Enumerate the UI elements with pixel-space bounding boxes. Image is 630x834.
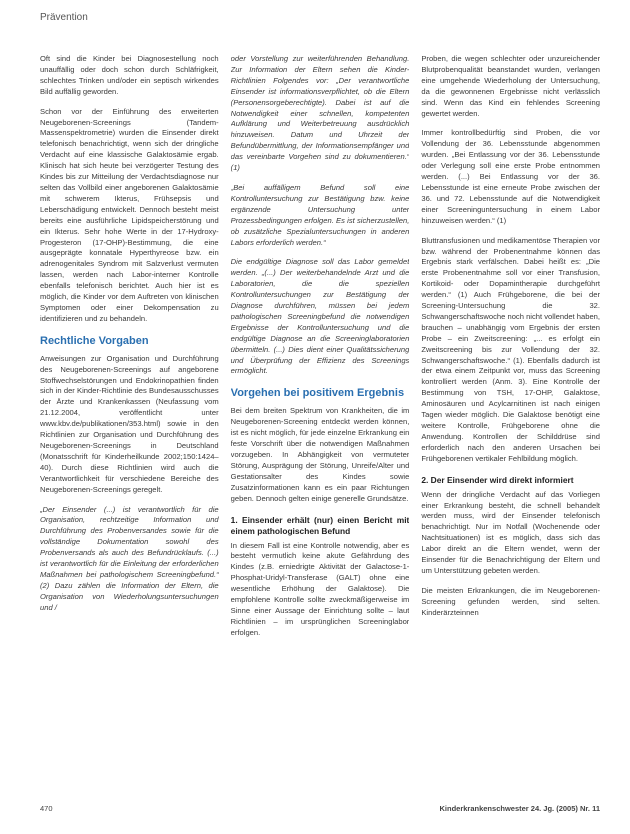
article-body — [40, 54, 600, 784]
quote-paragraph: „Bei auffälligem Befund soll eine Kontrolluntersuchung zur Bestätigung bzw. keine ergänzende Untersuchung unter Prozessbedingungen erfolgen. Es ist sicherzustellen, ob zusätzliche Spezialuntersuchungen in anderen Labors erforderlich werden.“ — [230, 182, 410, 247]
column-1 — [40, 54, 219, 784]
section-heading: Vorgehen bei positivem Ergebnis — [230, 387, 405, 400]
page-number: 470 — [40, 804, 53, 813]
paragraph: Die meisten Erkrankungen, die im Neugeborenen-Screening gefunden werden, sind selten. Kinderärzteinnen — [421, 585, 601, 617]
paragraph: Immer kontrollbedürftig sind Proben, die vor Vollendung der 36. Lebensstunde abgenommen wurden. „Bei Entlassung vor der 36. Lebensstunde oder Verlegung soll eine erste Probe entnommen werden. (...) Bei Entlassung vor der 36. Lebensstunde ist eine erneute Probe zwischen der 36. und 72. Lebensstunde auf die Notwendigkeit einer Screeninguntersuchung in einem Labor hinzuweisen werden.“ (1) — [421, 128, 601, 225]
column-3 — [421, 54, 600, 784]
paragraph: Anweisungen zur Organisation und Durchführung des Neugeborenen-Screenings auf angeborene Stoffwechselstörungen und Endokrinopathien finden sich in der Kinder-Richtlinie des Bundesausschusses der Ärzte und Krankenkassen (Neufassung vom 21.12.2004, veröffentlicht unter www.kbv.de/publikationen/353.html) sowie in den Richtlinien zur Organisation und Durchführung des Neugeborenen-Screenings in Deutschland (Monatsschrift für Kinderheilkunde 2002;150:1424–40). Durch diese Richtlinien wird auch die Verantwortlichkeit für verschiedene Bereiche des Neugeborenen-Screenings geregelt. — [40, 353, 219, 494]
paragraph: Bluttransfusionen und medikamentöse Therapien vor bzw. während der Probenentnahme können das Ergebnis stark verfälschen. Dabei heißt es: „Die erste Probenentnahme soll vor einer Transfusion, Kortikoid- oder Dopamintherapie durchgeführt werden.“ (1) Auch Frühgeborene, die bei der Screening-Untersuchung die 32. Schwangerschaftswoche noch nicht vollendet haben, brauchen – unabhängig vom Ergebnis der ersten Probe – ein Zweitscreening: „... es erfolgt ein Zweitscreening bis zur Vollendung der 32. Schwangerschaftswoche.“ (1). Ebenfalls dadurch ist der etwa einem Zeitpunkt vor, muss das Screening kontrolliert werden (Anm. 3). Eine Kontrolle der Bestimmung von TSH, 17-OHP, Galaktose, Aminosäuren und Acylcarnitinen ist nach einigen Tagen wieder möglich. Die Galaktose benötigt eine weitere Kontrolle, Frühgeborene ohne die Anwendung. Kontrollen der Schilddrüse sind erforderlich nach den anderen Ursachen bei Frühgeborenen vertikaler Fehlbildung möglich. — [421, 235, 601, 463]
paragraph: Bei dem breiten Spektrum von Krankheiten, die im Neugeborenen-Screening entdeckt werden können, ist es nicht möglich, für jede einzelne Erkrankung ein feste Vorschrift über die notwendigen Maßnahmen vorzugeben. In Abhängigkeit von vermuteter Störung, Ausprägung der Störung, Unreife/Alter und Gestationsalter des Kindes sowie Zusatzinformationen kann es ein paar Richtungen geben. Dennoch gelten einige generelle Grundsätze. — [230, 406, 410, 503]
subsection-heading: 2. Der Einsender wird direkt informiert — [421, 474, 574, 485]
subsection-heading: 1. Einsender erhält (nur) einen Bericht mit einem pathologischen Befund — [230, 514, 410, 536]
paragraph: Wenn der dringliche Verdacht auf das Vorliegen einer Erkrankung besteht, die schnell behandelt werden muss, wird der Einsender telefonisch benachrichtigt. Nur im Notfall (Wochenende oder Nachtsituationen) ist es möglich, dass sich das Labor direkt an die Eltern wendet, wenn der Einsender für die Benachrichtigung der Eltern und um Unterstützung gebeten werden. — [421, 489, 601, 575]
quote-paragraph: „Der Einsender (...) ist verantwortlich für die Organisation, rechtzeitige Information und Durchführung des Probenversandes sowie für die vollständige Dokumentation sowohl des Probenversands als auch des Befundrücklaufs. (...) ist verantwortlich für die Einleitung der erforderlichen Maßnahmen bei pathologischem Screeningbefund.“ (2) Dazu zählen die Information der Eltern, die Organisation von Wiederholungsuntersuchungen und / — [40, 504, 219, 612]
page-footer — [40, 804, 600, 813]
quote-paragraph: Die endgültige Diagnose soll das Labor gemeldet werden. „(...) Der weiterbehandelnde Arzt und die Laboratorien, die die speziellen Kontrolluntersuchungen zur Bestätigung der Diagnose durchführen, müssen bei jedem pathologischen Screeningbefund die notwendigen Ergebnisse der Kontrolluntersuchung und die endgültige Diagnose an die Screeninglaboratorien übermitteln. (...) Dies dient einer Qualitätssicherung und Überprüfung der Effizienz des Screenings ermöglicht. — [230, 257, 410, 376]
column-2 — [231, 54, 410, 784]
section-heading: Rechtliche Vorgaben — [40, 334, 149, 347]
paragraph: Oft sind die Kinder bei Diagnosestellung noch unauffällig oder doch schon durch Schläfrigkeit, schlechtes Trinken und/oder ein septisch wirkendes Bild auffällig geworden. — [40, 54, 219, 96]
section-label: Prävention — [40, 12, 88, 23]
paragraph: Schon vor der Einführung des erweiterten Neugeborenen-Screenings (Tandem-Massenspektrometrie) wurden die Einsender direkt telefonisch benachrichtigt, wenn sich der dringliche Verdacht auf eine klassische Galaktosämie ergab. Klinisch hat sich heute bei verzögerter Testung des Kindes bis zur Mitteilung der Verdachtsdiagnose nur selten das Vollbild einer angeborenen Galaktosämie mit schwerem Ikterus, Frühsepsis und Leberschädigung entwickelt. Dennoch besteht meist bereits eine ausführliche Lipidspeicherstörung und ein Ikterus. Sehr hohe Werte in der 17-Hydroxy-Progesteron (17-OHP)-Bestimmung, die eine ausgeprägte konnatale Hyperthyreose bzw. ein adrenogenitales Syndrom mit Salzverlust vermuten lassen, werden nach Labor-interner Kontrolle ebenfalls telefonisch berichtet. Auch hier ist es möglich, die Kinder vor dem Auftreten von klinischen Symptomen oder einer Dekompensation zu identifizieren und zu behandeln. — [40, 106, 219, 323]
quote-paragraph: oder Vorstellung zur weiterführenden Behandlung. Zur Information der Eltern sehen die Kinder-Richtlinien Folgendes vor: „Der verantwortliche Einsender ist informationsverpflichtet, ob die Eltern (Personensorgeberechtigte). Dabei ist auf die Notwendigkeit einer schnellen, kompetenten Aufklärung und Weiterbetreuung ausdrücklich hinzuweisen. Datum und Uhrzeit der Befundübermittlung, der Informationsempfänger und das vereinbarte Vorgehen sind zu dokumentieren.“ (1) — [230, 54, 410, 173]
paragraph: In diesem Fall ist eine Kontrolle notwendig, aber es besteht vermutlich keine akute Gefährdung des Kindes (z.B. erniedrigte Aktivität der Galactose-1-Phosphat-Uridyl-Transferase (GALT) ohne eine wesentliche Erhöhung der Galaktose). Die empfohlene Kontrolle sollte zweckmäßigerweise im Sinne einer Aussage der Einrichtung sollte – laut Richtlinien – im ursprünglichen Screeninglabor erfolgen. — [230, 540, 410, 637]
paragraph: Proben, die wegen schlechter oder unzureichender Blutprobenqualität beanstandet wurden, verlangen eine umgehende Wiederholung der Untersuchung, da die gewonnenen Ergebnisse nicht verlässlich sind. Wenn das Kind ein fehlendes Screening gewertet werden. — [421, 54, 601, 118]
magazine-citation: Kinderkrankenschwester 24. Jg. (2005) Nr. 11 — [439, 804, 600, 813]
